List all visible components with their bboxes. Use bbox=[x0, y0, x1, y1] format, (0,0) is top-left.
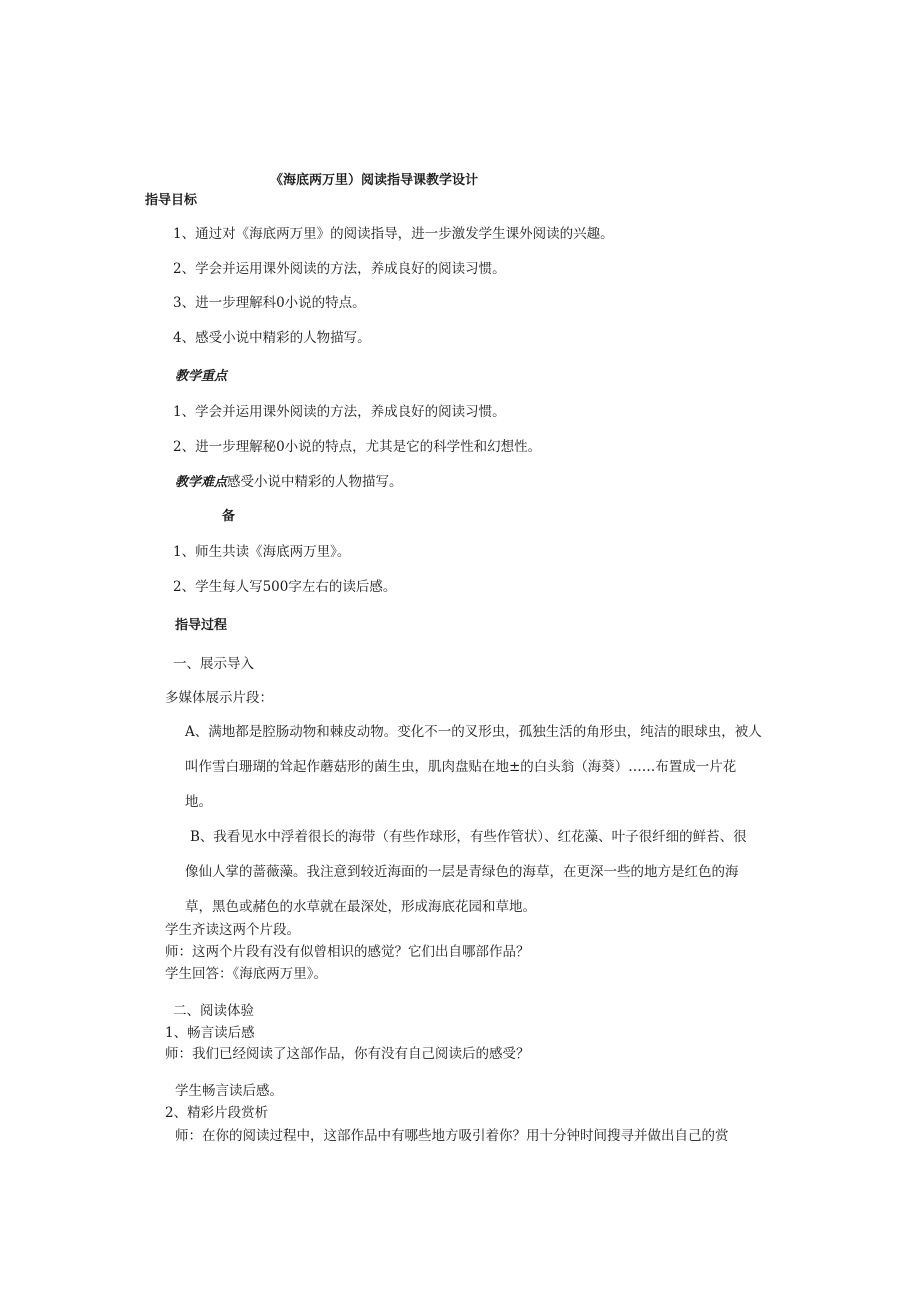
key-point-item: 2、进一步理解秘0小说的特点，尤其是它的科学性和幻想性。 bbox=[173, 439, 542, 455]
dialogue-line: 学生齐读这两个片段。 bbox=[165, 922, 300, 938]
dialogue-line: 学生回答：《海底两万里》。 bbox=[165, 966, 327, 982]
section1-intro: 多媒体展示片段： bbox=[165, 690, 273, 706]
section2-sub1-teacher: 师：我们已经阅读了这部作品，你有没有自己阅读后的感受？ bbox=[165, 1046, 530, 1062]
objective-item: 3、进一步理解科0小说的特点。 bbox=[173, 295, 366, 311]
passage-a-line: A、满地都是腔肠动物和棘皮动物。变化不一的叉形虫，孤独生活的角形虫，纯洁的眼球虫，被人 bbox=[185, 724, 762, 740]
passage-b-line: 草，黑色或赭色的水草就在最深处，形成海底花园和草地。 bbox=[185, 899, 536, 915]
objective-item: 1、通过对《海底两万里》的阅读指导，进一步激发学生课外阅读的兴趣。 bbox=[173, 226, 614, 242]
difficulty-text: 感受小说中精彩的人物描写。 bbox=[227, 474, 403, 490]
section2-sub1-students: 学生畅言读后感。 bbox=[175, 1083, 283, 1099]
prep-heading: 备 bbox=[222, 509, 236, 524]
passage-b-line: 像仙人掌的蔷薇藻。我注意到较近海面的一层是青绿色的海草，在更深一些的地方是红色的海 bbox=[185, 864, 739, 880]
document-title: 《海底两万里）阅读指导课教学设计 bbox=[270, 173, 479, 188]
passage-b-line: B、我看见水中浮着很长的海带（有些作球形，有些作管状）、红花藻、叶子很纤细的鲜苔、很 bbox=[190, 829, 747, 845]
key-point-item: 1、学会并运用课外阅读的方法，养成良好的阅读习惯。 bbox=[173, 404, 506, 420]
prep-item: 2、学生每人写500字左右的读后感。 bbox=[173, 579, 397, 595]
section2-heading: 二、阅读体验 bbox=[173, 1003, 254, 1019]
difficulty-heading: 教学难点 bbox=[175, 475, 228, 490]
difficulty-line bbox=[175, 473, 403, 492]
process-heading: 指导过程 bbox=[175, 618, 228, 633]
objectives-heading: 指导目标 bbox=[145, 193, 198, 208]
section2-sub2-teacher: 师：在你的阅读过程中，这部作品中有哪些地方吸引着你？用十分钟时间搜寻并做出自己的赏 bbox=[175, 1128, 729, 1144]
key-points-heading: 教学重点 bbox=[175, 369, 228, 384]
objective-item: 2、学会并运用课外阅读的方法，养成良好的阅读习惯。 bbox=[173, 261, 506, 277]
passage-a-line: 叫作雪白珊瑚的耸起作蘑菇形的菌生虫，肌肉盘贴在地±的白头翁（海葵）……布置成一片花 bbox=[185, 759, 737, 775]
passage-a-line: 地。 bbox=[185, 794, 212, 810]
dialogue-line: 师：这两个片段有没有似曾相识的感觉？它们出自哪部作品？ bbox=[165, 944, 530, 960]
prep-item: 1、师生共读《海底两万里》。 bbox=[173, 544, 351, 560]
section1-heading: 一、展示导入 bbox=[173, 656, 254, 672]
section2-sub1: 1、畅言读后感 bbox=[165, 1025, 255, 1041]
section2-sub2: 2、精彩片段赏析 bbox=[165, 1105, 269, 1121]
objective-item: 4、感受小说中精彩的人物描写。 bbox=[173, 330, 371, 346]
